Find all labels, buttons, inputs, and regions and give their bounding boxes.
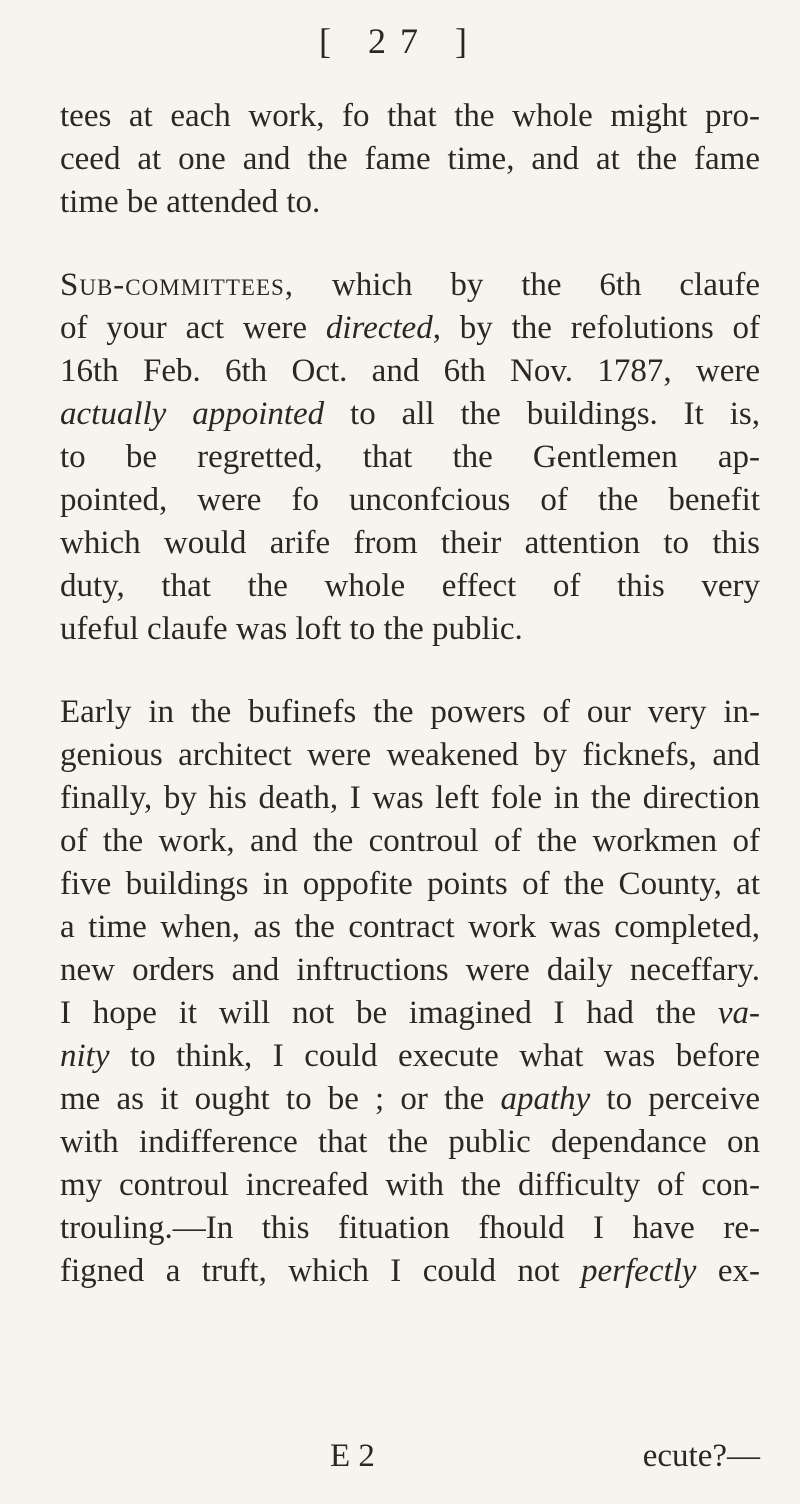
text-line	[60, 264, 760, 307]
text-line: of the work, and the controul of the workmen of	[60, 823, 760, 859]
text-line: finally, by his death, I was left fole in the direction	[60, 780, 760, 816]
lead-rest: which by the 6th claufe	[294, 267, 760, 303]
italic-word: va-	[717, 995, 760, 1031]
text-line: five buildings in oppofite points of the County, at	[60, 866, 760, 902]
text-line: me as it ought to be ; or the apathy to perceive	[60, 1081, 760, 1117]
page-body	[60, 95, 760, 1293]
text-line: duty, that the whole effect of this very	[60, 568, 760, 604]
text-line: my controul increafed with the difficulty of con-	[60, 1167, 760, 1203]
page-footer	[60, 1438, 760, 1478]
text-line: ufeful claufe was loft to the public.	[60, 611, 523, 647]
text-line: genious architect were weakened by ficknefs, and	[60, 737, 760, 773]
text-line: trouling.—In this fituation fhould I have re-	[60, 1210, 760, 1246]
italic-word: perfectly	[581, 1253, 697, 1289]
text-line: ceed at one and the fame time, and at the fame	[60, 141, 760, 177]
text-line: of your act were directed, by the refolutions of	[60, 310, 760, 346]
text-line: I hope it will not be imagined I had the va-	[60, 995, 760, 1031]
signature-mark: E 2	[330, 1438, 375, 1474]
italic-phrase: actually appointed	[60, 396, 325, 432]
text-line: nity to think, I could execute what was before	[60, 1038, 760, 1074]
paragraph-2	[60, 264, 760, 651]
italic-word: directed	[325, 310, 433, 346]
text-line: 16th Feb. 6th Oct. and 6th Nov. 1787, were	[60, 353, 760, 389]
text-line: with indifference that the public dependance on	[60, 1124, 760, 1160]
text-line: time be attended to.	[60, 184, 321, 220]
text-line: figned a truft, which I could not perfectly ex-	[60, 1253, 760, 1289]
paragraph-1	[60, 95, 760, 224]
paragraph-3	[60, 691, 760, 1293]
italic-word: nity	[60, 1038, 110, 1074]
text-line: new orders and inftructions were daily neceffary.	[60, 952, 760, 988]
text-line: which would arife from their attention to this	[60, 525, 760, 561]
text-line: Early in the bufinefs the powers of our very in-	[60, 694, 760, 730]
text-line: a time when, as the contract work was completed,	[60, 909, 760, 945]
catchword: ecute?—	[642, 1438, 760, 1474]
italic-word: apathy	[500, 1081, 591, 1117]
lead-words: Sub-committees,	[60, 267, 295, 303]
page-number: [ 27 ]	[319, 21, 481, 61]
text-line: actually appointed to all the buildings. It is,	[60, 396, 760, 432]
text-line: tees at each work, fo that the whole might pro-	[60, 98, 760, 134]
text-line: to be regretted, that the Gentlemen ap-	[60, 439, 760, 475]
text-line: pointed, were fo unconfcious of the benefit	[60, 482, 760, 518]
